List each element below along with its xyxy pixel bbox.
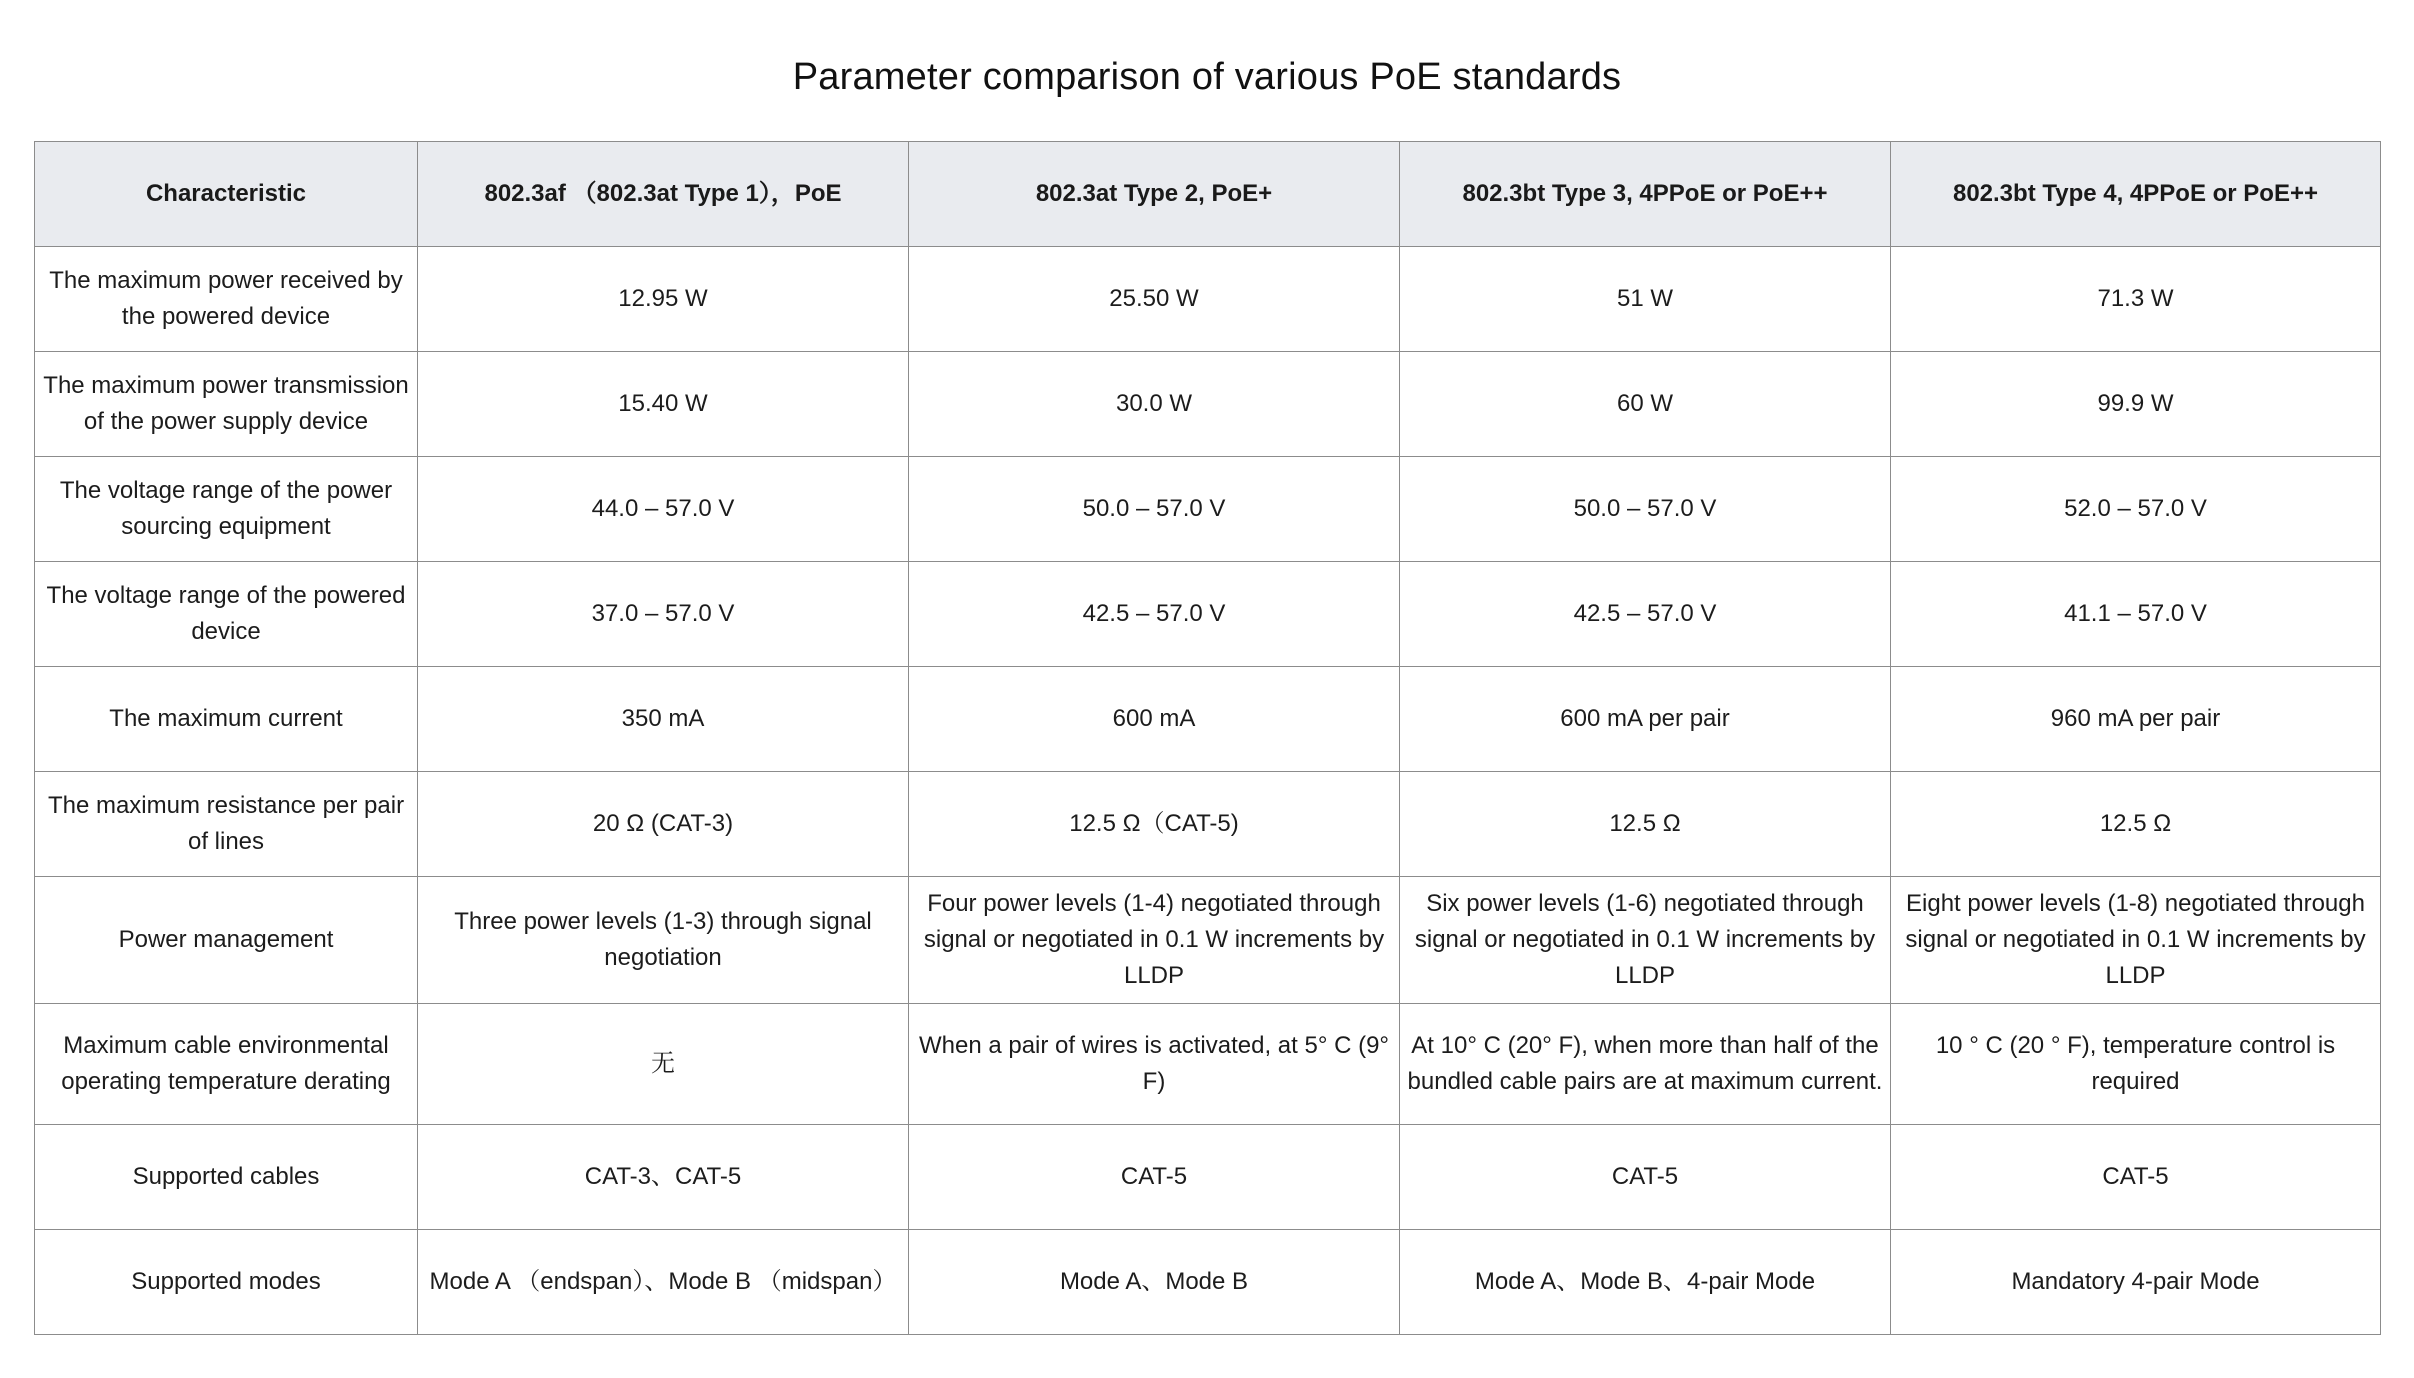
row-label: Supported cables	[35, 1125, 418, 1230]
row-label: The voltage range of the power sourcing equipment	[35, 457, 418, 562]
poe-comparison-table	[34, 141, 2381, 1335]
table-cell: 20 Ω (CAT-3)	[418, 772, 909, 877]
table-cell: 12.5 Ω（CAT-5)	[909, 772, 1400, 877]
table-cell: Mode A、Mode B、4-pair Mode	[1400, 1230, 1891, 1335]
table-cell: 99.9 W	[1891, 352, 2381, 457]
table-cell: 350 mA	[418, 667, 909, 772]
table-row	[35, 1125, 2381, 1230]
table-row	[35, 1004, 2381, 1125]
table-cell: When a pair of wires is activated, at 5° C (9° F)	[909, 1004, 1400, 1125]
table-cell: CAT-5	[1891, 1125, 2381, 1230]
header-802-3af: 802.3af （802.3at Type 1），PoE	[418, 142, 909, 247]
header-802-3bt-type4: 802.3bt Type 4, 4PPoE or PoE++	[1891, 142, 2381, 247]
table-cell: 51 W	[1400, 247, 1891, 352]
table-cell: Eight power levels (1-8) negotiated through signal or negotiated in 0.1 W increments by LLDP	[1891, 877, 2381, 1004]
table-cell: 60 W	[1400, 352, 1891, 457]
table-row	[35, 562, 2381, 667]
table-cell: 50.0 – 57.0 V	[909, 457, 1400, 562]
table-cell: 37.0 – 57.0 V	[418, 562, 909, 667]
table-cell: 10 ° C (20 ° F), temperature control is required	[1891, 1004, 2381, 1125]
table-row	[35, 877, 2381, 1004]
row-label: The maximum power received by the powered device	[35, 247, 418, 352]
table-row	[35, 667, 2381, 772]
table-cell: At 10° C (20° F), when more than half of the bundled cable pairs are at maximum current.	[1400, 1004, 1891, 1125]
table-cell: 50.0 – 57.0 V	[1400, 457, 1891, 562]
row-label: The maximum resistance per pair of lines	[35, 772, 418, 877]
table-cell: 12.5 Ω	[1891, 772, 2381, 877]
table-cell: 12.95 W	[418, 247, 909, 352]
table-cell: Mandatory 4-pair Mode	[1891, 1230, 2381, 1335]
table-cell: 52.0 – 57.0 V	[1891, 457, 2381, 562]
table-row	[35, 247, 2381, 352]
table-cell: 42.5 – 57.0 V	[1400, 562, 1891, 667]
row-label: The maximum power transmission of the power supply device	[35, 352, 418, 457]
table-cell: Four power levels (1-4) negotiated through signal or negotiated in 0.1 W increments by LLDP	[909, 877, 1400, 1004]
row-label: The maximum current	[35, 667, 418, 772]
table-row	[35, 772, 2381, 877]
table-cell: CAT-3、CAT-5	[418, 1125, 909, 1230]
row-label: Supported modes	[35, 1230, 418, 1335]
table-cell: 44.0 – 57.0 V	[418, 457, 909, 562]
header-characteristic: Characteristic	[35, 142, 418, 247]
table-cell: 600 mA per pair	[1400, 667, 1891, 772]
header-802-3at-type2: 802.3at Type 2, PoE+	[909, 142, 1400, 247]
table-cell: 12.5 Ω	[1400, 772, 1891, 877]
table-cell: Three power levels (1-3) through signal negotiation	[418, 877, 909, 1004]
table-row	[35, 1230, 2381, 1335]
table-cell: CAT-5	[1400, 1125, 1891, 1230]
table-cell: Mode A、Mode B	[909, 1230, 1400, 1335]
table-header-row	[35, 142, 2381, 247]
table-cell: 41.1 – 57.0 V	[1891, 562, 2381, 667]
row-label: Maximum cable environmental operating temperature derating	[35, 1004, 418, 1125]
table-cell: 42.5 – 57.0 V	[909, 562, 1400, 667]
table-row	[35, 352, 2381, 457]
table-cell: 30.0 W	[909, 352, 1400, 457]
header-802-3bt-type3: 802.3bt Type 3, 4PPoE or PoE++	[1400, 142, 1891, 247]
table-row	[35, 457, 2381, 562]
table-cell: Six power levels (1-6) negotiated through signal or negotiated in 0.1 W increments by LLDP	[1400, 877, 1891, 1004]
table-cell: CAT-5	[909, 1125, 1400, 1230]
table-cell: 15.40 W	[418, 352, 909, 457]
table-cell: 无	[418, 1004, 909, 1125]
row-label: The voltage range of the powered device	[35, 562, 418, 667]
page-title: Parameter comparison of various PoE standards	[792, 56, 1622, 98]
table-cell: 600 mA	[909, 667, 1400, 772]
table-cell: 960 mA per pair	[1891, 667, 2381, 772]
table-cell: 25.50 W	[909, 247, 1400, 352]
table-cell: 71.3 W	[1891, 247, 2381, 352]
row-label: Power management	[35, 877, 418, 1004]
table-cell: Mode A （endspan）、Mode B （midspan）	[418, 1230, 909, 1335]
